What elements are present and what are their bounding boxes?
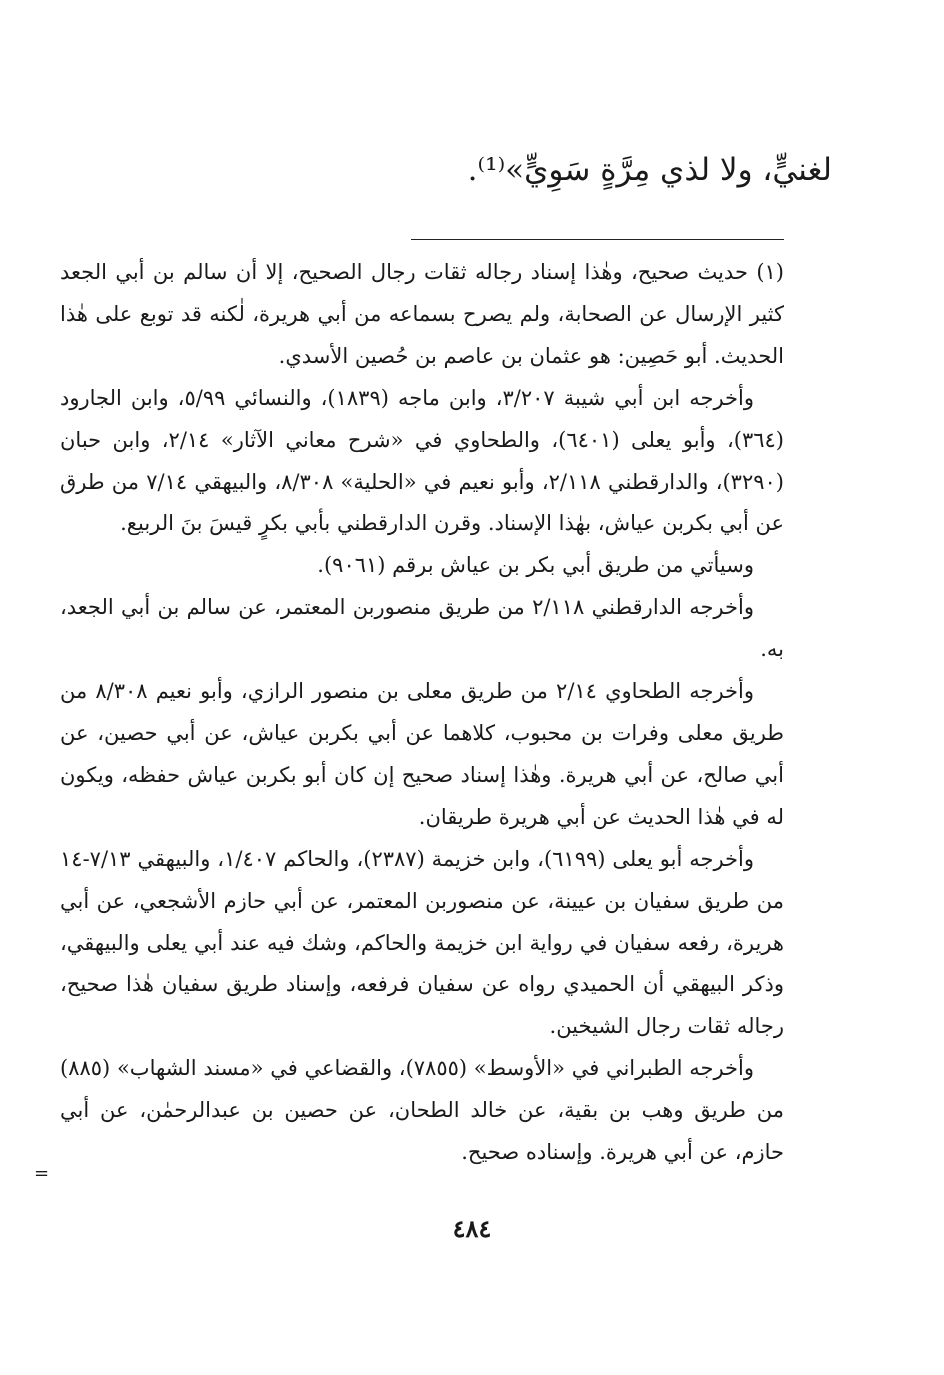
footnote-paragraph: وأخرجه الدارقطني ٢/١١٨ من طريق منصوربن المعتمر، عن سالم بن أبي الجعد، به.: [60, 595, 784, 662]
footnote-paragraph: وأخرجه الطبراني في «الأوسط» (٧٨٥٥)، والقضاعي في «مسند الشهاب» (٨٨٥) من طريق وهب بن بقية، عن خالد الطحان، عن حصين بن عبدالرحمٰن، عن أبي حازم، عن أبي هريرة. وإسناده صحيح.: [60, 1056, 784, 1165]
footnote-separator: [411, 239, 784, 240]
main-text: لغنيٍّ، ولا لذي مِرَّةٍ سَوِيٍّ»⁽¹⁾.: [467, 152, 832, 188]
footnotes: [60, 252, 784, 1174]
footnote-paragraph: وأخرجه الطحاوي ٢/١٤ من طريق معلى بن منصور الرازي، وأبو نعيم ٨/٣٠٨ من طريق معلى وفرات بن محبوب، كلاهما عن أبي بكربن عياش، عن أبي حصين، عن أبي صالح، عن أبي هريرة. وهٰذا إسناد صحيح إن كان أبو بكربن عياش حفظه، ويكون له في هٰذا الحديث عن أبي هريرة طريقان.: [60, 679, 784, 829]
page-number: ٤٨٤: [452, 1214, 492, 1243]
footnote-paragraph: (١) حديث صحيح، وهٰذا إسناد رجاله ثقات رجال الصحيح، إلا أن سالم بن أبي الجعد كثير الإرسال عن الصحابة، ولم يصرح بسماعه من أبي هريرة، لٰكنه قد توبع على هٰذا الحديث. أبو حَصِين: هو عثمان بن عاصم بن حُصين الأسدي.: [60, 260, 784, 368]
footnote-paragraph: وأخرجه أبو يعلى (٦١٩٩)، وابن خزيمة (٢٣٨٧)، والحاكم ١/٤٠٧، والبيهقي ٧/١٣-١٤ من طريق سفيان بن عيينة، عن منصوربن المعتمر، عن أبي حازم الأشجعي، عن أبي هريرة، رفعه سفيان في رواية ابن خزيمة والحاكم، وشك فيه عند أبي يعلى والبيهقي، وذكر البيهقي أن الحميدي رواه عن سفيان فرفعه، وإسناد طريق سفيان هٰذا صحيح، رجاله ثقات رجال الشيخين.: [60, 846, 784, 1039]
footnote-paragraph: وأخرجه ابن أبي شيبة ٣/٢٠٧، وابن ماجه (١٨٣٩)، والنسائي ٥/٩٩، وابن الجارود (٣٦٤)، وأبو يعلى (٦٤٠١)، والطحاوي في «شرح معاني الآثار» ٢/١٤، وابن حبان (٣٢٩٠)، والدارقطني ٢/١١٨، وأبو نعيم في «الحلية» ٨/٣٠٨، والبيهقي ٧/١٤ من طرق عن أبي بكربن عياش، بهٰذا الإسناد. وقرن الدارقطني بأبي بكرٍ قيسَ بنَ الربيع.: [60, 385, 784, 536]
continuation-mark: =: [34, 1163, 50, 1184]
footnote-paragraph: وسيأتي من طريق أبي بكر بن عياش برقم (٩٠٦١).: [317, 553, 754, 578]
